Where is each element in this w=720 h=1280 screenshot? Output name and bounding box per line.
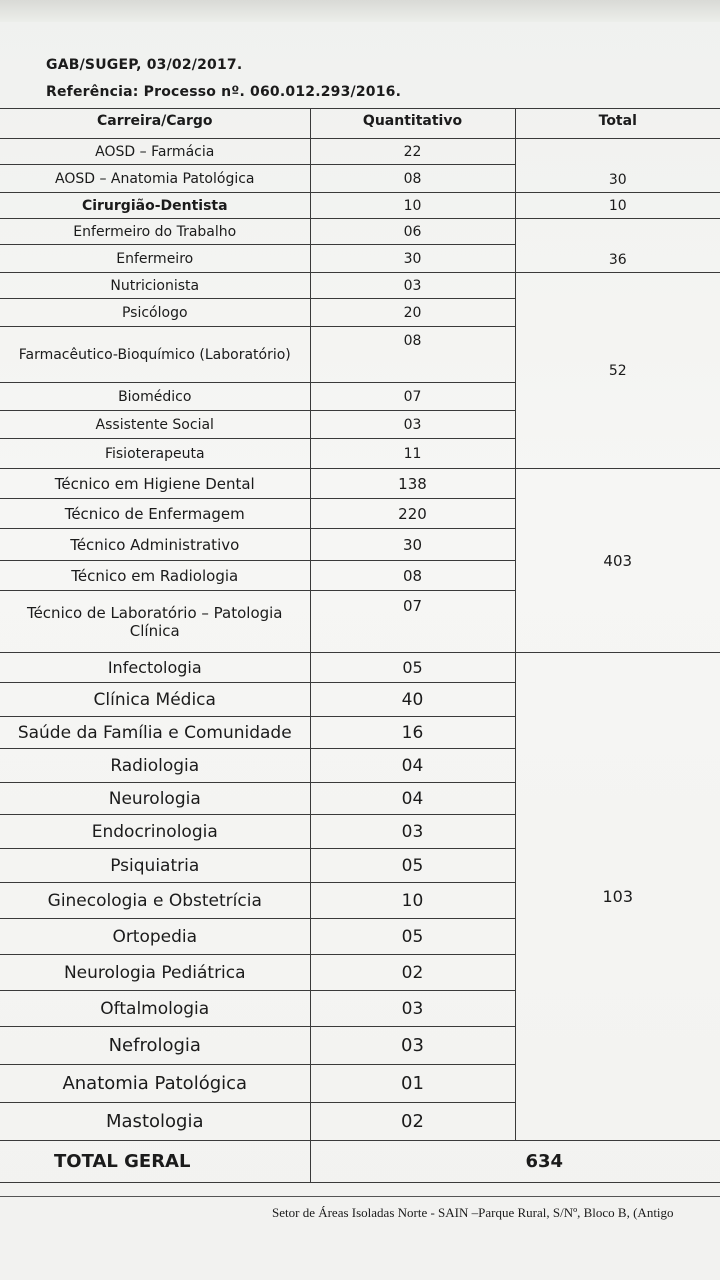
position-name-cell: Assistente Social [0,411,310,439]
quantity-cell: 02 [310,1103,515,1141]
position-name-cell: Clínica Médica [0,683,310,717]
quantity-cell: 07 [310,591,515,653]
position-name-cell: Técnico em Higiene Dental [0,469,310,499]
group-total-cell: 30 [515,139,720,193]
quantity-cell: 03 [310,273,515,299]
table-row [0,273,720,299]
quantity-cell: 16 [310,717,515,749]
quantity-cell: 05 [310,849,515,883]
quantity-cell: 220 [310,499,515,529]
position-name-cell: Fisioterapeuta [0,439,310,469]
position-name-cell: Mastologia [0,1103,310,1141]
position-name-cell: AOSD – Farmácia [0,139,310,165]
position-name-cell: Psiquiatria [0,849,310,883]
group-total-cell: 52 [515,273,720,469]
quantity-cell: 05 [310,919,515,955]
group-total-cell: 403 [515,469,720,653]
position-name-cell: Radiologia [0,749,310,783]
position-name-cell: Técnico em Radiologia [0,561,310,591]
position-name-cell: Psicólogo [0,299,310,327]
quantity-cell: 138 [310,469,515,499]
quantity-cell: 08 [310,327,515,383]
quantity-cell: 07 [310,383,515,411]
quantity-cell: 04 [310,783,515,815]
position-name-cell: Neurologia [0,783,310,815]
document-reference-line: Referência: Processo nº. 060.012.293/2016. [46,84,402,100]
position-name-cell: Ortopedia [0,919,310,955]
page-edge-shadow [0,0,720,22]
position-name-cell: Cirurgião-Dentista [0,193,310,219]
footer-address: Setor de Áreas Isoladas Norte - SAIN –Parque Rural, S/Nº, Bloco B, (Antigo [272,1205,674,1220]
quantity-cell: 02 [310,955,515,991]
quantity-cell: 10 [310,883,515,919]
table-row [0,139,720,165]
group-total-cell: 36 [515,219,720,273]
table-row [0,469,720,499]
quantity-cell: 11 [310,439,515,469]
grand-total-label: TOTAL GERAL [0,1141,310,1183]
position-name-cell: Técnico Administrativo [0,529,310,561]
quantity-cell: 06 [310,219,515,245]
group-total-cell: 103 [515,653,720,1141]
table-row [0,653,720,683]
position-name-cell: Farmacêutico-Bioquímico (Laboratório) [0,327,310,383]
quantity-cell: 30 [310,245,515,273]
column-header: Quantitativo [310,109,515,139]
table-row [0,193,720,219]
position-name-cell: Técnico de Enfermagem [0,499,310,529]
quantity-cell: 03 [310,411,515,439]
quantity-cell: 10 [310,193,515,219]
group-total-cell: 10 [515,193,720,219]
table-row [0,219,720,245]
quantity-cell: 03 [310,815,515,849]
position-name-cell: Neurologia Pediátrica [0,955,310,991]
position-name-cell: Nutricionista [0,273,310,299]
quantity-cell: 40 [310,683,515,717]
document-date-line: GAB/SUGEP, 03/02/2017. [46,57,243,73]
quantity-cell: 08 [310,561,515,591]
column-header: Carreira/Cargo [0,109,310,139]
quantity-cell: 22 [310,139,515,165]
quantity-cell: 08 [310,165,515,193]
position-name-cell: Biomédico [0,383,310,411]
footer-divider [0,1196,720,1197]
grand-total-value: 634 [310,1141,720,1183]
position-name-cell: Ginecologia e Obstetrícia [0,883,310,919]
position-name-cell: Anatomia Patológica [0,1065,310,1103]
position-name-cell: Técnico de Laboratório – Patologia Clínica [0,591,310,653]
positions-table [0,108,720,1183]
position-name-cell: Enfermeiro do Trabalho [0,219,310,245]
quantity-cell: 03 [310,991,515,1027]
position-name-cell: Oftalmologia [0,991,310,1027]
position-name-cell: Nefrologia [0,1027,310,1065]
quantity-cell: 01 [310,1065,515,1103]
position-name-cell: Saúde da Família e Comunidade [0,717,310,749]
quantity-cell: 03 [310,1027,515,1065]
position-name-cell: Endocrinologia [0,815,310,849]
position-name-cell: AOSD – Anatomia Patológica [0,165,310,193]
quantity-cell: 05 [310,653,515,683]
position-name-cell: Infectologia [0,653,310,683]
position-name-cell: Enfermeiro [0,245,310,273]
column-header: Total [515,109,720,139]
quantity-cell: 30 [310,529,515,561]
quantity-cell: 20 [310,299,515,327]
quantity-cell: 04 [310,749,515,783]
